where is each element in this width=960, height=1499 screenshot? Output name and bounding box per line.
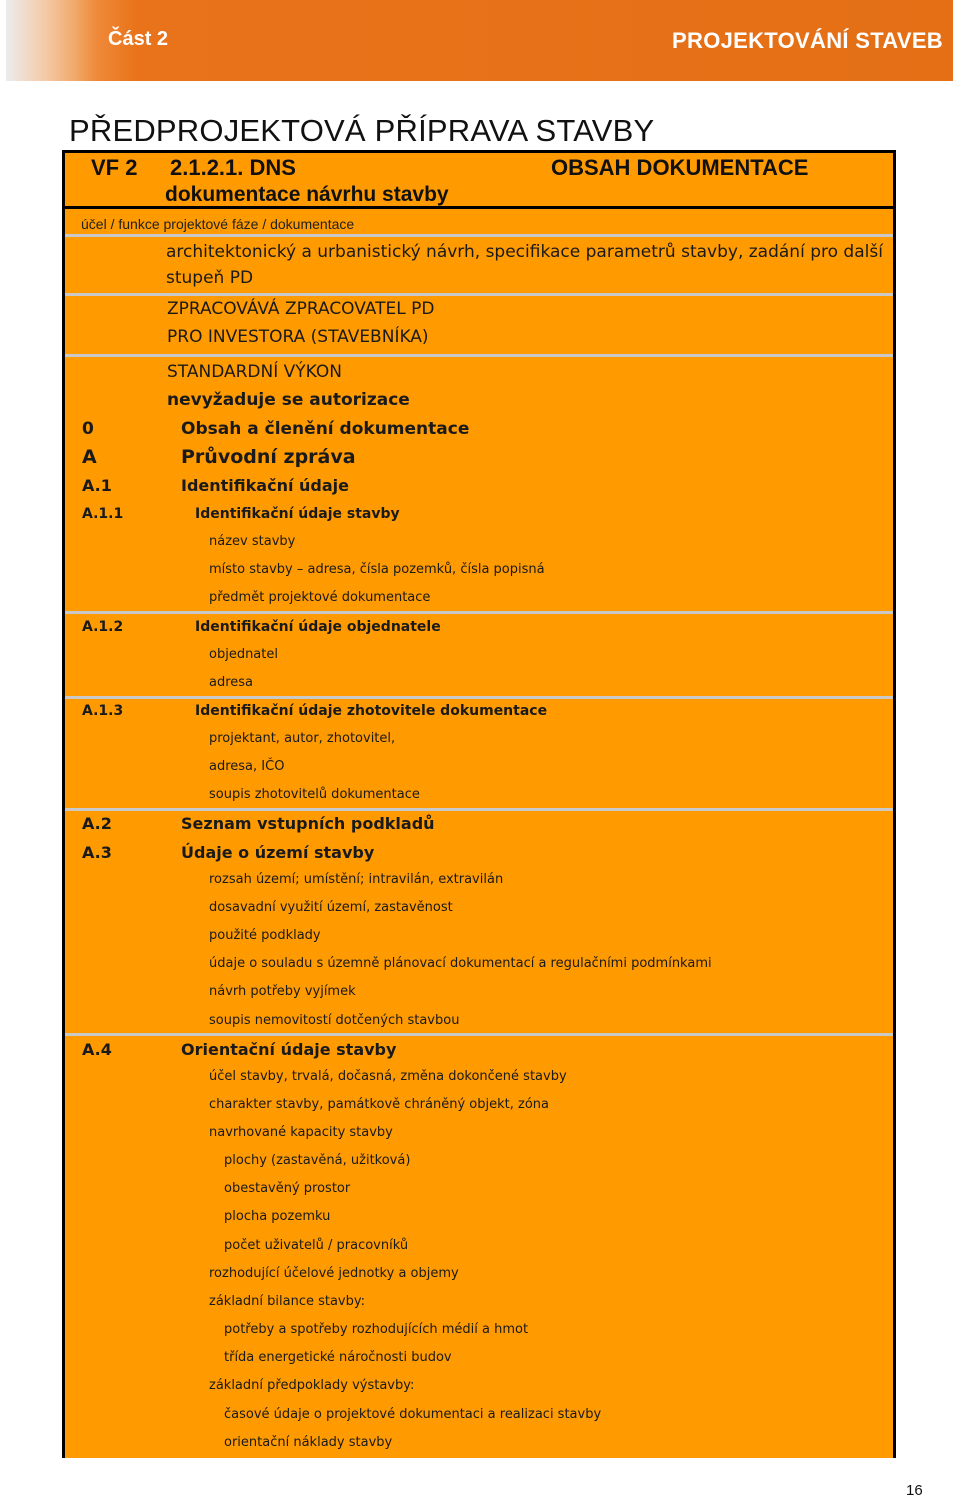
header-number: 2.1.2.1. DNS xyxy=(170,155,296,180)
section-title: Průvodní zpráva xyxy=(181,446,356,468)
list-item: rozsah území; umístění; intravilán, extravilán xyxy=(209,872,504,887)
purpose-line: architektonický a urbanistický návrh, specifikace parametrů stavby, zadání pro další xyxy=(166,242,883,262)
list-item: základní předpoklady výstavby: xyxy=(209,1378,415,1393)
list-item: účel stavby, trvalá, dočasná, změna dokončené stavby xyxy=(209,1069,567,1084)
header-subtitle: dokumentace návrhu stavby xyxy=(165,183,449,206)
list-item: údaje o souladu s územně plánovací dokumentací a regulačními podmínkami xyxy=(209,956,712,971)
list-item: projektant, autor, zhotovitel, xyxy=(209,731,396,746)
list-item: použité podklady xyxy=(209,928,321,943)
list-subitem: potřeby a spotřeby rozhodujících médií a hmot xyxy=(224,1322,529,1337)
section-title: Identifikační údaje stavby xyxy=(195,506,400,522)
header-banner xyxy=(6,0,953,81)
list-item: objednatel xyxy=(209,647,278,662)
section-code: 0 xyxy=(82,419,94,439)
header-right-title: OBSAH DOKUMENTACE xyxy=(551,155,809,180)
list-item: charakter stavby, památkově chráněný objekt, zóna xyxy=(209,1097,549,1112)
divider xyxy=(65,354,893,357)
frame-header xyxy=(65,153,893,209)
divider xyxy=(65,611,893,614)
section-code: A xyxy=(82,446,97,468)
list-subitem: obestavěný prostor xyxy=(224,1181,351,1196)
list-subitem: orientační náklady stavby xyxy=(224,1435,393,1450)
document-frame xyxy=(62,150,896,1458)
section-title: Identifikační údaje xyxy=(181,476,349,495)
divider xyxy=(65,234,893,237)
performance-text: STANDARDNÍ VÝKON xyxy=(167,362,342,382)
list-subitem: plocha pozemku xyxy=(224,1209,331,1224)
section-code: A.1.2 xyxy=(82,619,124,635)
list-subitem: plochy (zastavěná, užitková) xyxy=(224,1153,411,1168)
list-item: soupis nemovitostí dotčených stavbou xyxy=(209,1013,460,1028)
page-number: 16 xyxy=(906,1482,923,1499)
section-code: A.4 xyxy=(82,1040,112,1059)
section-code: A.1 xyxy=(82,476,112,495)
section-code: A.1.3 xyxy=(82,703,124,719)
list-item: soupis zhotovitelů dokumentace xyxy=(209,787,420,802)
header-code: VF 2 xyxy=(91,155,138,180)
list-subitem: počet uživatelů / pracovníků xyxy=(224,1238,409,1253)
purpose-line: stupeň PD xyxy=(166,268,254,288)
divider xyxy=(65,696,893,699)
list-item: adresa, IČO xyxy=(209,759,285,774)
list-item: základní bilance stavby: xyxy=(209,1294,365,1309)
purpose-label: účel / funkce projektové fáze / dokumentace xyxy=(81,216,355,232)
section-title: Seznam vstupních podkladů xyxy=(181,814,435,833)
section-title: Identifikační údaje objednatele xyxy=(195,619,441,635)
section-title: Obsah a členění dokumentace xyxy=(181,419,470,439)
list-item: místo stavby – adresa, čísla pozemků, čísla popisná xyxy=(209,562,545,577)
list-item: předmět projektové dokumentace xyxy=(209,590,431,605)
divider xyxy=(65,1033,893,1036)
section-title: Údaje o území stavby xyxy=(181,843,375,862)
divider xyxy=(65,293,893,296)
authorization-text: nevyžaduje se autorizace xyxy=(167,390,410,410)
section-code: A.3 xyxy=(82,843,112,862)
list-item: dosavadní využití území, zastavěnost xyxy=(209,900,453,915)
list-subitem: třída energetické náročnosti budov xyxy=(224,1350,452,1365)
list-item: rozhodující účelové jednotky a objemy xyxy=(209,1266,459,1281)
processor-line: ZPRACOVÁVÁ ZPRACOVATEL PD xyxy=(167,299,435,319)
list-item: adresa xyxy=(209,675,254,690)
divider xyxy=(65,808,893,811)
banner-part-label: Část 2 xyxy=(108,28,169,50)
list-item: název stavby xyxy=(209,534,296,549)
page-title: PŘEDPROJEKTOVÁ PŘÍPRAVA STAVBY xyxy=(69,113,655,148)
list-item: navrhované kapacity stavby xyxy=(209,1125,393,1140)
processor-line: PRO INVESTORA (STAVEBNÍKA) xyxy=(167,327,429,347)
section-title: Identifikační údaje zhotovitele dokumentace xyxy=(195,703,548,719)
banner-section-label: PROJEKTOVÁNÍ STAVEB xyxy=(672,28,943,53)
list-item: návrh potřeby vyjímek xyxy=(209,984,356,999)
section-code: A.1.1 xyxy=(82,506,124,522)
section-code: A.2 xyxy=(82,814,112,833)
list-subitem: časové údaje o projektové dokumentaci a realizaci stavby xyxy=(224,1407,602,1422)
section-title: Orientační údaje stavby xyxy=(181,1040,397,1059)
